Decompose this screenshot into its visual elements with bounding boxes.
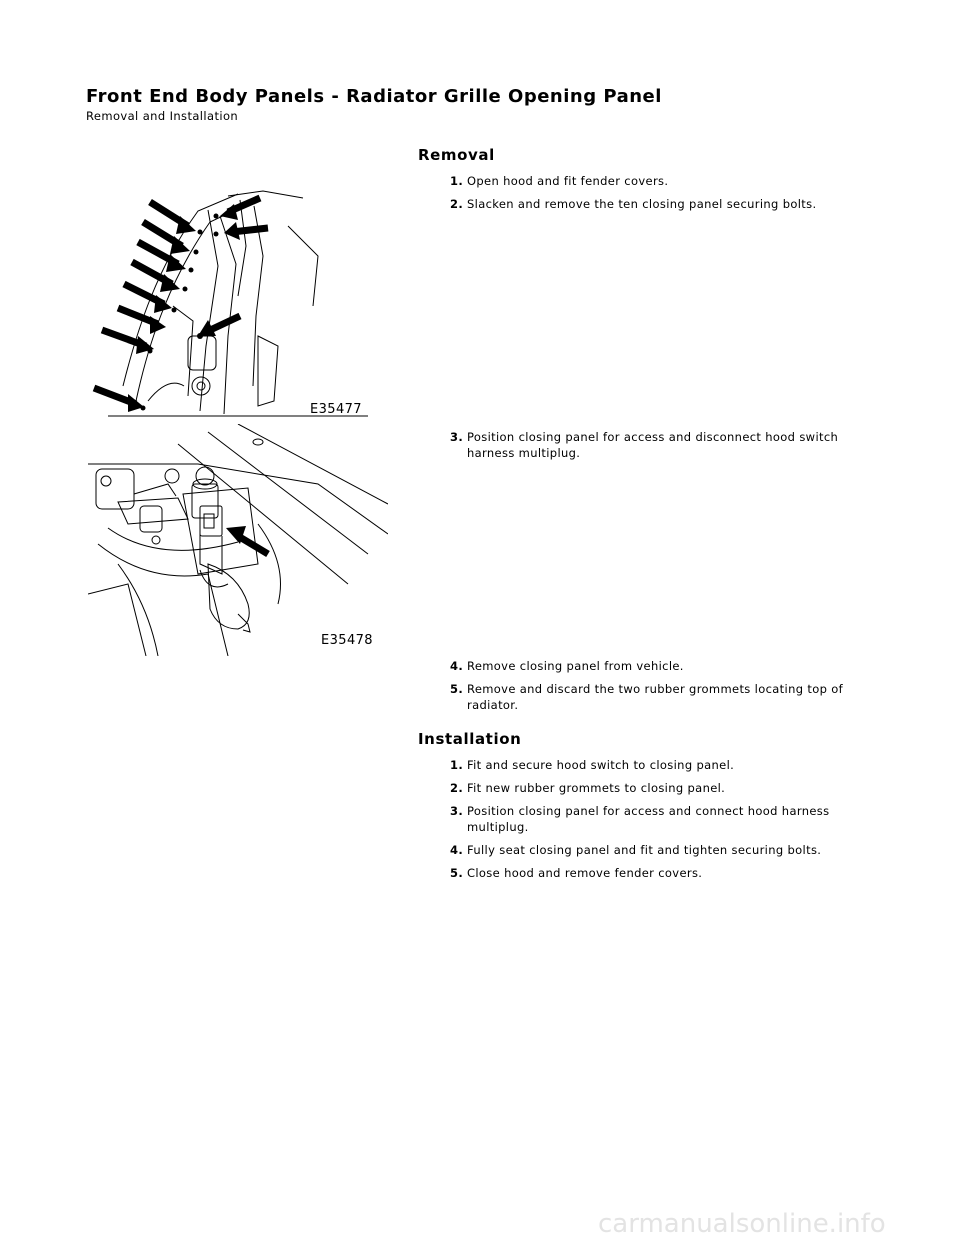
figure-label: E35477 xyxy=(310,402,362,417)
installation-steps xyxy=(450,757,870,881)
step-number: 2. xyxy=(450,781,464,795)
svg-text:carmanualsonline.info: carmanualsonline.info xyxy=(598,1209,886,1239)
removal-steps-c xyxy=(450,658,870,713)
removal-steps-b xyxy=(450,429,870,461)
figure-hood-switch-multiplug xyxy=(88,424,388,656)
step-text: Open hood and fit fender covers. xyxy=(467,174,669,188)
step-number: 1. xyxy=(450,174,464,188)
step-text: Fit and secure hood switch to closing panel. xyxy=(467,758,735,772)
step-text: Remove closing panel from vehicle. xyxy=(467,659,684,673)
installation-heading: Installation xyxy=(418,730,522,748)
step-text: Slacken and remove the ten closing panel securing bolts. xyxy=(467,197,817,211)
watermark-logo xyxy=(598,1204,928,1240)
removal-heading: Removal xyxy=(418,146,495,164)
step-number: 2. xyxy=(450,197,464,211)
step-number: 5. xyxy=(450,866,464,880)
step-text: Fit new rubber grommets to closing panel. xyxy=(467,781,726,795)
removal-step-4 xyxy=(450,658,870,674)
multiplug-illustration xyxy=(88,424,388,656)
step-text: Position closing panel for access and disconnect hood switch harness multiplug. xyxy=(467,430,839,460)
installation-step-4 xyxy=(450,842,870,858)
removal-steps-a xyxy=(450,173,870,212)
removal-step-5 xyxy=(450,681,870,713)
removal-step-3 xyxy=(450,429,870,461)
removal-step-1 xyxy=(450,173,870,189)
step-number: 3. xyxy=(450,804,464,818)
step-text: Close hood and remove fender covers. xyxy=(467,866,703,880)
step-text: Fully seat closing panel and fit and tighten securing bolts. xyxy=(467,843,822,857)
step-number: 1. xyxy=(450,758,464,772)
bolt-location-illustration xyxy=(88,186,388,418)
installation-step-1 xyxy=(450,757,870,773)
page-title: Front End Body Panels - Radiator Grille Opening Panel xyxy=(86,86,662,107)
step-text: Remove and discard the two rubber grommets locating top of radiator. xyxy=(467,682,844,712)
installation-step-5 xyxy=(450,865,870,881)
removal-step-2 xyxy=(450,196,870,212)
figure-closing-panel-bolts xyxy=(88,186,388,418)
installation-step-3 xyxy=(450,803,870,835)
installation-step-2 xyxy=(450,780,870,796)
step-text: Position closing panel for access and connect hood harness multiplug. xyxy=(467,804,830,834)
step-number: 4. xyxy=(450,659,464,673)
step-number: 4. xyxy=(450,843,464,857)
step-number: 3. xyxy=(450,430,464,444)
step-number: 5. xyxy=(450,682,464,696)
figure-label: E35478 xyxy=(321,633,373,648)
page-subtitle: Removal and Installation xyxy=(86,109,239,123)
